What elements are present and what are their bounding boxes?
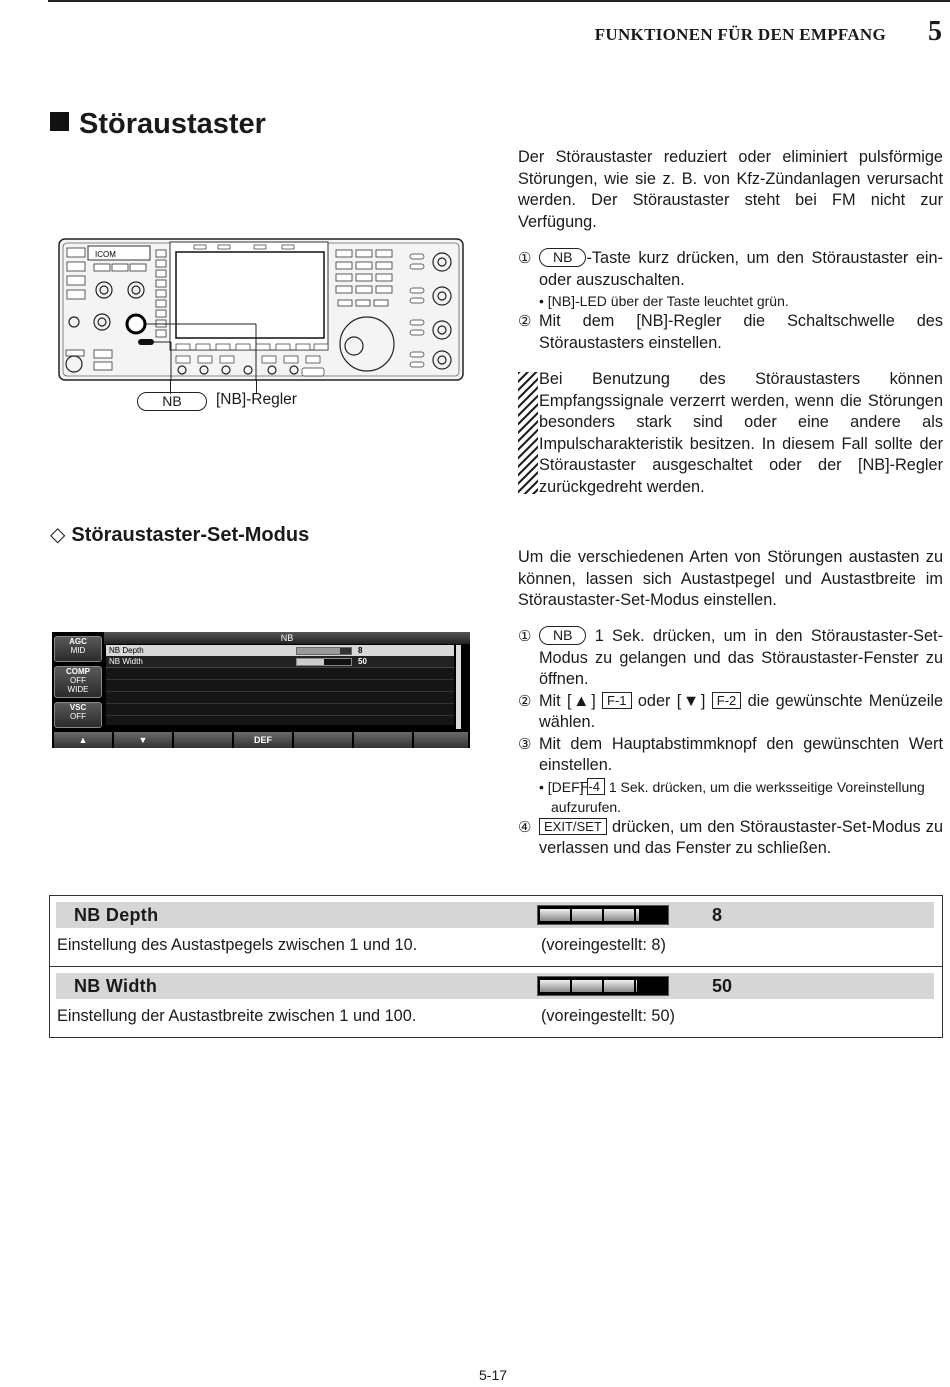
nb-regler-callout: [NB]-Regler	[216, 391, 297, 408]
brand-logo: ICOM	[95, 250, 116, 259]
note-hatch-icon	[518, 372, 538, 494]
setmode-intro: Um die verschiedenen Arten von Störungen austasten zu können, lassen sich Austastpegel und Austastbreite im Störaustaster-Set-Modus einstellen.	[518, 548, 943, 609]
step-text: Mit [▲]	[539, 691, 596, 710]
diamond-outline-icon: ◇	[50, 524, 66, 546]
section-title-text: Störaustaster	[79, 108, 266, 140]
bullet-text: • [DEF]	[539, 778, 584, 795]
nb-steps	[518, 248, 943, 354]
screen-row-label: NB Depth	[109, 646, 144, 655]
step-text: -Taste kurz drücken, um den Störaustaster ein- oder auszuschalten.	[539, 249, 943, 289]
step-1	[518, 248, 943, 291]
step-text: Mit dem Hauptabstimmknopf den gewünschten Wert einstellen.	[539, 734, 943, 774]
f7-key[interactable]	[414, 732, 468, 748]
radio-front-panel-illustration	[58, 238, 464, 381]
step-text: Mit dem [NB]-Regler die Schaltschwelle des Störaustasters einstellen.	[539, 312, 943, 352]
table-row-header	[56, 902, 934, 928]
black-square-icon	[50, 112, 69, 131]
page-number: 5-17	[479, 1367, 508, 1383]
screen-list	[106, 645, 454, 725]
setting-default: (voreingestellt: 50)	[541, 1007, 675, 1025]
bullet-text: 1 Sek. drücken, um die werksseitige Voreinstellung aufzurufen.	[551, 778, 925, 815]
table-row	[49, 967, 943, 1038]
vsc-button[interactable]: VSC OFF	[54, 702, 102, 728]
screen-row-value: 8	[358, 646, 363, 655]
nb-key-label: NB	[539, 248, 586, 267]
step-2	[518, 311, 943, 354]
step-4	[518, 817, 943, 860]
f4-def-key[interactable]: DEF	[234, 732, 292, 748]
screen-level-bar	[296, 647, 352, 655]
f1-key-label: F-1	[602, 692, 632, 709]
subsection-title	[50, 522, 309, 547]
screen-row-value: 50	[358, 657, 367, 666]
setting-default: (voreingestellt: 8)	[541, 936, 666, 954]
f2-key-label: F-2	[712, 692, 742, 709]
table-row-header	[56, 973, 934, 999]
step-text: oder [▼]	[637, 691, 706, 710]
step-number: ②	[518, 312, 532, 330]
nb-settings-screen	[52, 632, 470, 748]
f3-key[interactable]	[174, 732, 232, 748]
setting-description: Einstellung der Austastbreite zwischen 1 und 100.	[57, 1007, 417, 1025]
f6-key[interactable]	[354, 732, 412, 748]
step-2	[518, 691, 943, 734]
setting-level-bar	[537, 976, 669, 996]
step-number: ①	[518, 249, 532, 267]
screen-row-label: NB Width	[109, 657, 143, 666]
setting-value: 50	[712, 976, 733, 996]
step-number: ①	[518, 627, 532, 645]
table-row	[49, 895, 943, 967]
f5-key[interactable]	[294, 732, 352, 748]
setting-description: Einstellung des Austastpegels zwischen 1 und 10.	[57, 936, 418, 954]
step-text: 1 Sek. drücken, um in den Störaustaster-Set-Modus zu gelangen und das Störaustaster-Fenster zu öffnen.	[539, 627, 943, 688]
nb-key-label: NB	[539, 626, 586, 645]
step-number: ④	[518, 817, 532, 836]
comp-button[interactable]: COMP OFF WIDE	[54, 666, 102, 698]
screen-scrollbar[interactable]	[456, 645, 461, 729]
step-3	[518, 734, 943, 777]
chapter-title: FUNKTIONEN FÜR DEN EMPFANG	[594, 25, 886, 44]
agc-button[interactable]: AGC MID	[54, 636, 102, 662]
step-1	[518, 626, 943, 691]
intro-paragraph: Der Störaustaster reduziert oder eliminiert pulsförmige Störungen, wie sie z. B. von Kfz-Zündanlagen verursacht werden. Der Störaustaster steht bei FM nicht zur Verfügung.	[518, 148, 943, 231]
subsection-title-text: Störaustaster-Set-Modus	[71, 524, 310, 546]
setting-name: NB Depth	[74, 905, 159, 925]
header-rule	[48, 0, 950, 2]
step-text: drücken, um den Störaustaster-Set-Modus zu verlassen und das Fenster zu schließen.	[539, 817, 944, 857]
step-number: ②	[518, 691, 532, 710]
settings-table	[49, 895, 943, 1038]
exit-set-key-label: EXIT/SET	[539, 818, 607, 835]
setting-level-bar	[537, 905, 669, 925]
setting-value: 8	[712, 905, 723, 925]
chapter-number: 5	[928, 16, 942, 47]
f2-down-key[interactable]: ▼	[114, 732, 172, 748]
step-number: ③	[518, 734, 532, 753]
setting-name: NB Width	[74, 976, 158, 996]
screen-row[interactable]	[106, 656, 454, 668]
step-1-bullet: • [NB]-LED über der Taste leuchtet grün.	[539, 293, 789, 309]
step-text: die gewünschte Menüzeile wählen.	[539, 691, 944, 731]
f1-up-key[interactable]: ▲	[54, 732, 112, 748]
nb-key-callout: NB	[137, 392, 207, 411]
step-3-bullet	[518, 777, 943, 817]
note-paragraph: Bei Benutzung des Störaustasters können Empfangssignale verzerrt werden, wenn die Störungen besonders stark sind oder eine andere als Impulscharakteristik besitzen. In diesem Fall sollte der Störaustaster ausgeschaltet oder der [NB]-Regler zurückgedreht werden.	[539, 370, 943, 496]
f4-key-label: F-4	[587, 778, 605, 795]
setmode-steps	[518, 626, 943, 860]
screen-row-selected[interactable]	[106, 645, 454, 656]
screen-window-title: NB	[104, 632, 470, 644]
screen-level-bar	[296, 658, 352, 666]
section-title	[50, 108, 266, 141]
